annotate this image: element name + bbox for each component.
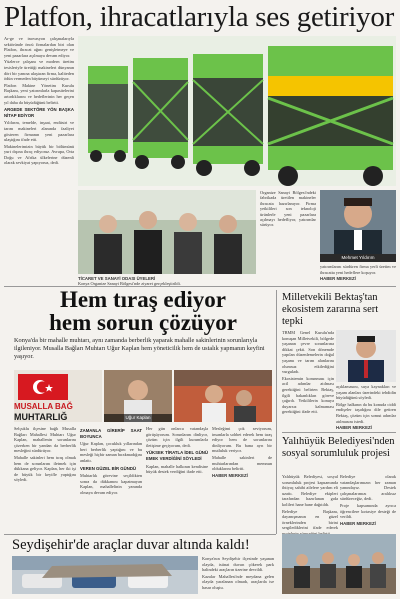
section-divider xyxy=(282,432,396,433)
paragraph: Muhtarlık görevine seçildikten sonra da dükkanını kapatmayan Kaplan, mahallelinin yanında olmaya devam ediyor. xyxy=(80,473,142,495)
subheading: VEREN GÜZEL BİR GÜNDÜ xyxy=(80,465,137,471)
paragraph: yatırımlarını sürdüren firma yerli üretim ve ihracatta yeni hedeflere koşuyor. xyxy=(320,264,396,275)
top-story-right-caption: Organize Sanayi Bölgesi'ndeki fabrikada üretilen makineler ihracata hazırlanıyor. Firma yetkilileri son teknoloji ürünlerle yeni pazarlara açılmayı hedefliyor, yatırımlar sürüyor. xyxy=(260,190,316,228)
paragraph: Ekosistemin korunması için acil adımlar atılması gerektiğini belirten Bektaş, ilgili bakanlıkları göreve çağırdı. Yetkililerin konuya duyarsız kalmaması gerektiğini ifade etti. xyxy=(282,375,334,415)
group-illustration xyxy=(282,534,396,594)
subheading: ZAMANLA GİRERİP SAAT BOYUNCA xyxy=(80,428,142,439)
barber-shop-photo xyxy=(174,370,272,422)
paragraph: TBMM Genel Kurulu'nda konuşan Milletvekili, bölgede yaşanan çevre sorunlarına dikkat çekti. Son dönemde yapılan düzenlemelerin doğal yaşamı ve tarım alanlarını olumsuz etkilediğini vurguladı. xyxy=(282,330,334,375)
byline: HABER MERKEZİ xyxy=(212,472,248,478)
bottom-headline: Seydişehir'de araçlar duvar altında kaldı! xyxy=(12,537,250,553)
paragraph: Yalıhüyük Belediyesi, sosyal sorumluluk projesi kapsamında ihtiyaç sahibi ailelere yardım eli uzattı. Belediye ekipleri tarafından hazırlanan gıda kolileri hane hane dağıtıldı. xyxy=(282,474,338,507)
paragraph: Proje kapsamında ayrıca öğrencilere kırtasiye desteği de verildi. xyxy=(340,502,396,520)
muhtarlik-sign-photo xyxy=(14,370,102,422)
barber-headline-2: hem sorun çözüyor xyxy=(49,310,237,335)
paragraph: Belediye olarak vatandaşlarımızın her zaman yanındayız. Destek çalışmalarımızı aralıksız sürdüreceğiz, dedi. xyxy=(340,474,396,502)
paragraph: Ar-ge ve inovasyon çalışmalarıyla sektöründe öncü firmalardan biri olan Platfon, ihracat ağını genişletmeye ve yeni pazarlara açılmaya devam ediyor. xyxy=(4,36,74,58)
group-illustration xyxy=(78,190,256,274)
story2-col2 xyxy=(340,474,396,532)
paragraph: Kaplan, mahalle halkının kendisine büyük destek verdiğini ifade etti. xyxy=(146,463,208,475)
barber-col2 xyxy=(80,426,142,530)
barber-lead: Konya'da bir mahalle muhtarı, aynı zamanda berberlik yaparak mahalle sakinlerinin sorunlarıyla ilgileniyor. Musalla Bağları Muhtarı Uğur Kaplan hem yöneticilik hem de ustalık yapmanın keyfini yaşıyor. xyxy=(14,337,265,360)
barber-col4 xyxy=(212,426,272,530)
top-story-col1 xyxy=(4,36,74,294)
paragraph: Her gün onlarca vatandaşla görüşüyorum. Sorunlarını dinliyor, çözüm için ilgili kurumlarla iletişime geçiyorum, dedi. xyxy=(146,426,208,448)
paragraph: Yüzlerce çalışanı ve modern üretim tesisleriyle ürettiği makineleri dünyanın dört bir yanına ulaştıran firma, kaliteden ödün vermeden büyümeyi sürdürüyor. xyxy=(4,59,74,82)
section-divider xyxy=(4,534,276,535)
paragraph: Kazalar Mahallesi'nde meydana gelen olayda yaralanan olmadı, araçlarda ise hasar oluştu. xyxy=(202,573,274,590)
subheading: YÜKSEK TİRATLA İDEL GÜNÜ EMEK VERDİĞİNİ SÖYLEDİ xyxy=(146,450,208,461)
paragraph: Bölge halkının da bu konuda ciddi endişeler taşıdığını dile getiren Bektaş, çözüm için somut adımlar atılmasını istedi. xyxy=(336,401,396,424)
sign-text-2: MUHTARLIĞ xyxy=(14,412,68,422)
machines-photo xyxy=(78,36,396,186)
paragraph: açıklamasını, suya kaynakları ve yaşam alanları üzerindeki tehdidin büyüdüğünü söyledi. xyxy=(336,384,396,401)
paragraph: Konya'nın Seydişehir ilçesinde yaşanan olayda, istinat duvarı çökerek park halindeki araçların üzerine devrildi. xyxy=(202,556,274,573)
paragraph: Uğur Kaplan, çocukluk yıllarından beri berberlik yaptığını ve bu mesleği hiçbir zaman bırakmadığını anlattı. xyxy=(80,441,142,463)
shop-illustration xyxy=(174,370,272,422)
story1-col1 xyxy=(282,330,334,430)
wall-collapse-photo xyxy=(12,556,198,594)
yalihuyuk-photo xyxy=(282,534,396,594)
column-divider xyxy=(276,290,277,534)
paragraph: Mahalle sakinleri hem tıraş olmak hem de sorunlarını iletmek için dükkana geliyor. Kaplan, her iki işi de büyük bir keyifle yaptığını söyledi. xyxy=(14,454,76,483)
story1-title: Milletvekili Bektaş'tan ekosistem zararına sert tepki xyxy=(282,292,379,327)
group-photo xyxy=(78,190,256,274)
caption-text: Konya Organize Sanayi Bölgesi'nde ziyaret gerçekleştirildi. xyxy=(78,281,181,287)
paragraph: Mesleğimi çok seviyorum, insanlarla sohbet ederek hem tıraş ediyor hem de sorunlarını dinliyorum. Bu bana ayrı bir mutluluk veriyor. xyxy=(212,426,272,454)
story1-col2 xyxy=(336,384,396,430)
paragraph: Selçuklu ilçesine bağlı Musalla Bağları Mahallesi Muhtarı Uğur Kaplan, mahallenin sorunlarını çözerken bir yandan da berberlik mesleğini sürdürüyor. xyxy=(14,426,76,454)
machines-illustration xyxy=(78,36,396,186)
story2-title: Yalıhüyük Belediyesi'nden sosyal sorumluluk projesi xyxy=(282,436,395,459)
subheading: ARGEDE SEKTÖRE YÖN BAŞKA NİTAP EDİYOR xyxy=(4,107,74,118)
barber-photo-name: Uğur Kaplan xyxy=(104,414,172,422)
mp-illustration xyxy=(336,330,396,382)
paragraph: Belediye Başkanı, dayanışmanın en güzel örneklerinden birini sergilediklerini ifade ederek xyxy=(282,508,338,531)
barber-col1 xyxy=(14,426,76,530)
sign-text-1: MUSALLA BAĞ xyxy=(14,402,73,411)
top-headline: Platfon, ihracatlarıyla ses getiriyor xyxy=(4,1,394,33)
paragraph: Platfon Makine Yönetim Kurulu Başkanı, yeni yatırımlarla kapasitelerini artırdıklarını ve hedeflerinin her geçen yıl daha da büyüdüğünü belirtti. xyxy=(4,82,74,105)
barber-headline-1: Hem tıraş ediyor xyxy=(59,287,227,312)
barber-col3 xyxy=(146,426,208,530)
bottom-story-text xyxy=(202,556,274,594)
byline: HABER MERKEZİ xyxy=(340,520,376,526)
barber-portrait-photo xyxy=(104,370,172,422)
portrait-photo xyxy=(320,190,396,254)
story2-col1 xyxy=(282,474,338,532)
caption-title: TİCARET VE SANAYİ ODASI ÜYELERİ xyxy=(78,276,156,281)
paragraph: Yıldırım, temelde, inşaat, endüstri ve tarım makineleri alanında faaliyet gösteren firmanın yeni pazarlara ulaştığını ifade etti. xyxy=(4,120,74,143)
byline: HABER MERKEZİ xyxy=(320,276,356,282)
top-story-right-col xyxy=(320,264,396,294)
paragraph: Makinelerimizin büyük bir bölümünü yurt dışına ihraç ediyoruz. Avrupa, Orta Doğu ve Afrika ülkelerine düzenli olarak sevkiyat yapıyoruz, dedi. xyxy=(4,143,74,166)
portrait-name: Mehmet Yıldırım xyxy=(320,254,396,262)
cars-illustration xyxy=(12,556,198,594)
paragraph: Mahalle sakinleri de muhtarlarından memnun olduklarını belirtti. xyxy=(212,454,272,472)
byline: HABER MERKEZİ xyxy=(336,425,372,431)
portrait-illustration xyxy=(320,190,396,254)
mp-portrait-photo xyxy=(336,330,396,382)
